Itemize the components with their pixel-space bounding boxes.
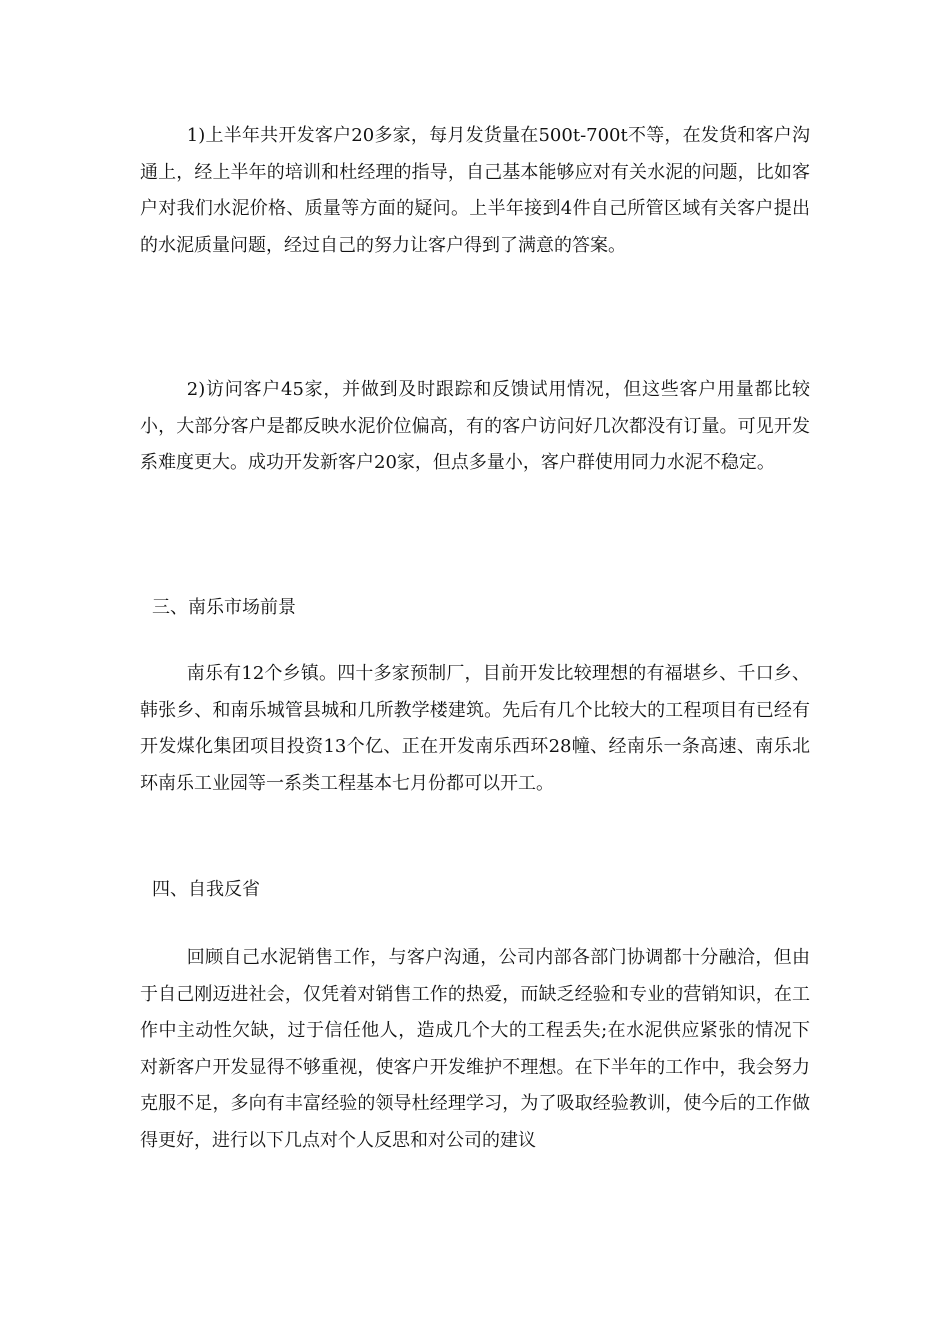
paragraph-customer-development: 1)上半年共开发客户20多家，每月发货量在500t-700t不等，在发货和客户沟通上，经上半年的培训和杜经理的指导，自己基本能够应对有关水泥的问题，比如客户对我们水泥价格、质量等方面的疑问。上半年接到4件自己所管区域有关客户提出的水泥质量问题，经过自己的努力让客户得到了满意的答案。	[140, 125, 810, 256]
section-heading-self-reflection: 四、自我反省	[152, 879, 260, 900]
paragraph-customer-visits: 2)访问客户45家，并做到及时跟踪和反馈试用情况，但这些客户用量都比较小，大部分客户是都反映水泥价位偏高，有的客户访问好几次都没有订量。可见开发系难度更大。成功开发新客户20家，但点多量小，客户群使用同力水泥不稳定。	[140, 379, 810, 473]
section-heading-market-outlook: 三、南乐市场前景	[152, 597, 296, 618]
paragraph-market-outlook: 南乐有12个乡镇。四十多家预制厂，目前开发比较理想的有福堪乡、千口乡、韩张乡、和南乐城管县城和几所教学楼建筑。先后有几个比较大的工程项目有已经有开发煤化集团项目投资13个亿、正在开发南乐西环28幢、经南乐一条高速、南乐北环南乐工业园等一系类工程基本七月份都可以开工。	[140, 663, 810, 794]
paragraph-self-reflection: 回顾自己水泥销售工作，与客户沟通，公司内部各部门协调都十分融洽，但由于自己刚迈进社会，仅凭着对销售工作的热爱，而缺乏经验和专业的营销知识，在工作中主动性欠缺，过于信任他人，造成几个大的工程丢失;在水泥供应紧张的情况下对新客户开发显得不够重视，使客户开发维护不理想。在下半年的工作中，我会努力克服不足，多向有丰富经验的领导杜经理学习，为了吸取经验教训，使今后的工作做得更好，进行以下几点对个人反思和对公司的建议	[140, 947, 810, 1151]
